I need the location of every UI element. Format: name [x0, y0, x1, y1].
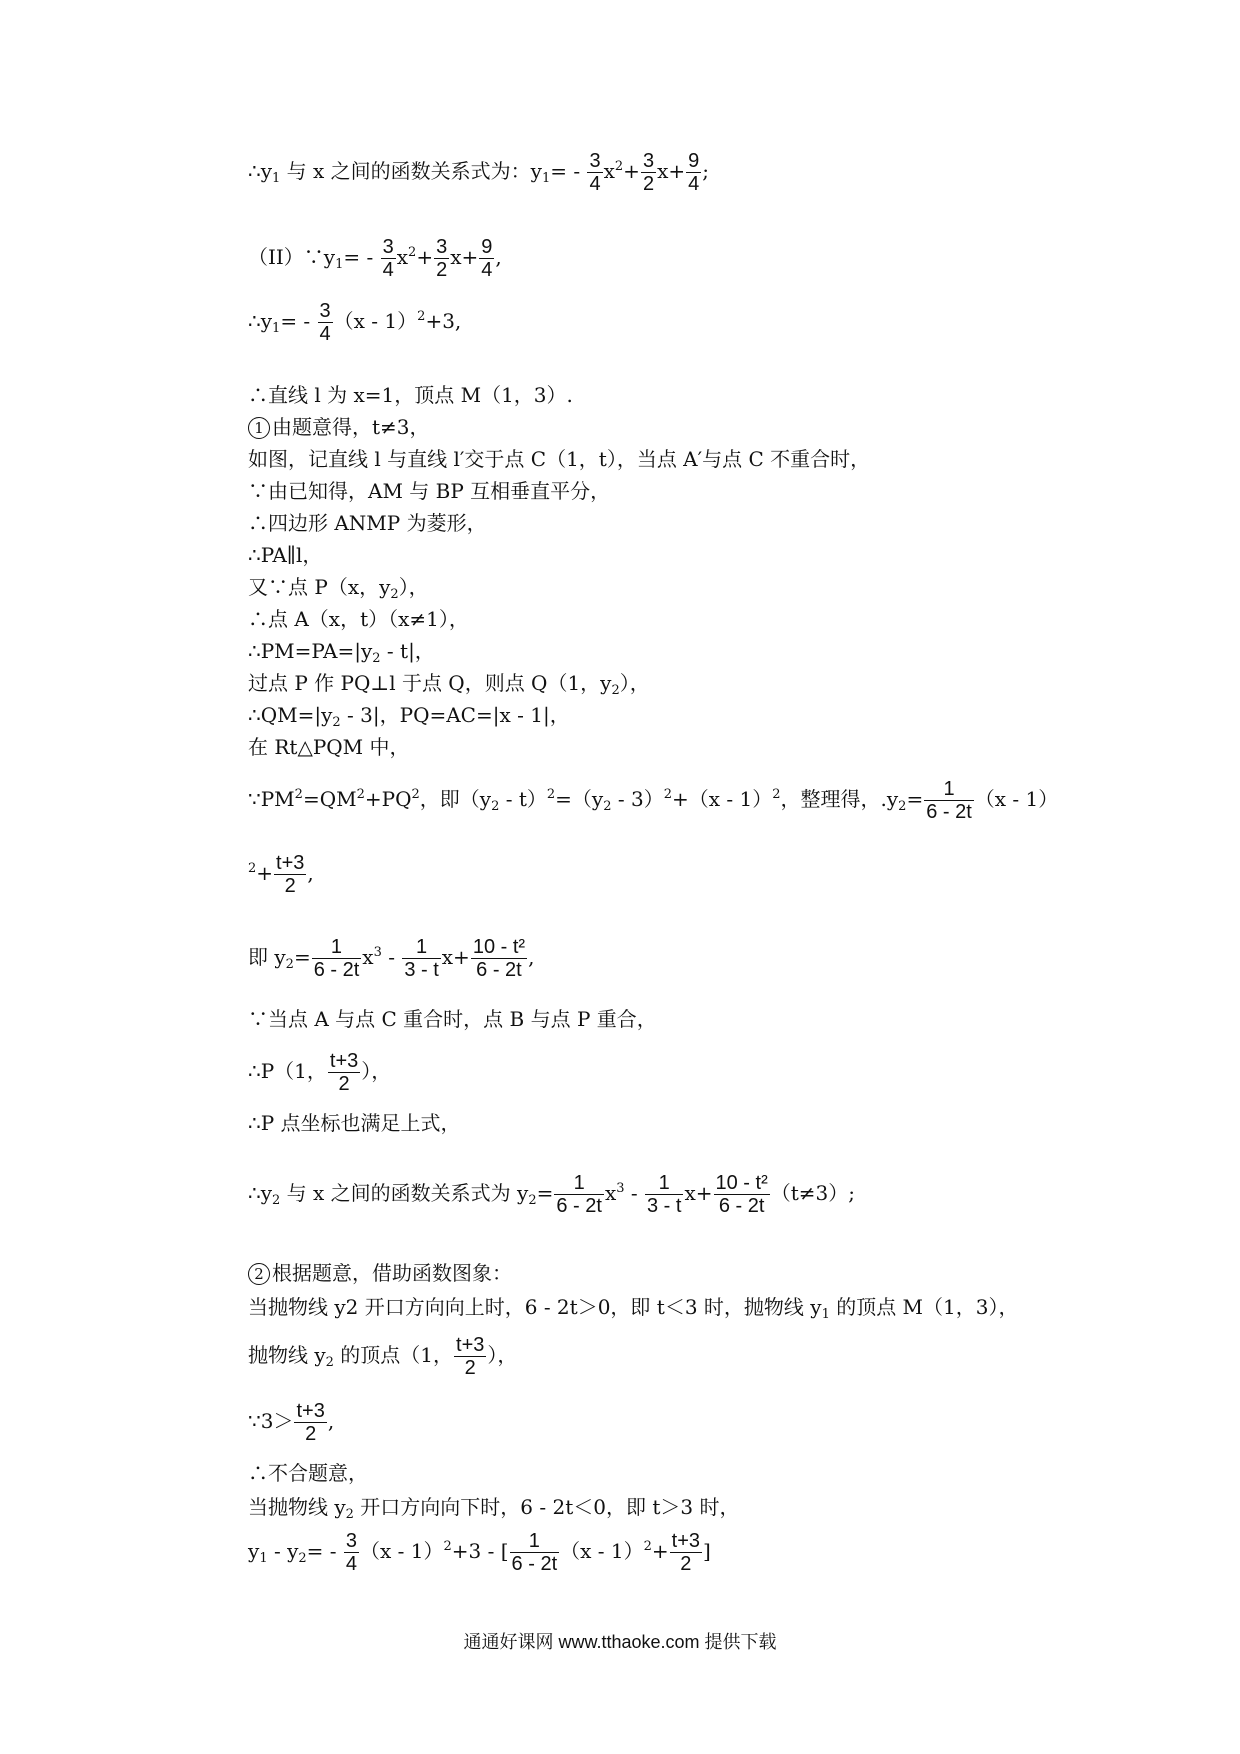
fraction: $\frac{1}{6 - 2t}$ [511, 1530, 558, 1575]
fraction: $\frac{9}{4}$ [481, 236, 493, 281]
fraction: $\frac{1}{3 - t}$ [647, 1172, 682, 1217]
fraction: $\frac{t+3}{2}$ [276, 852, 305, 897]
fraction: $\frac{3}{2}$ [436, 236, 448, 281]
circled-number: 2 [248, 1263, 270, 1285]
fraction: $\frac{1}{3 - t}$ [404, 936, 439, 981]
line-15: 在 Rt△PQM 中， [248, 735, 410, 759]
line-12: $\therefore PM=PA=|y_2 - t|$， [248, 639, 435, 666]
line-9: ∴PA∥l， [248, 543, 323, 567]
fraction: $\frac{1}{6 - 2t}$ [313, 936, 360, 981]
line-13: 过点 P 作 PQ⊥l 于点 Q，则点 Q（1，$y_2$）， [248, 671, 650, 698]
fraction: $\frac{\text{10 - t²}}{6 - 2t}$ [472, 936, 526, 981]
fraction: $\frac{3}{4}$ [382, 236, 394, 281]
line-2: $(II)\because y_1=$ - $\frac{3}{4}$ $x^2+$ $\frac{3}{2}$ x+ $\frac{9}{4}$ , [248, 236, 502, 281]
fraction: $\frac{1}{6 - 2t}$ [926, 778, 972, 823]
line-8: ∴四边形 ANMP 为菱形， [248, 511, 487, 535]
line-6: 如图，记直线 l 与直线 l′交于点 C（1，t），当点 A′与点 C 不重合时， [248, 447, 871, 471]
line-28: 当抛物线 $y_2$ 开口方向向下时，6 - 2t＜0，即 t＞3 时， [248, 1495, 740, 1522]
fraction: $\frac{9}{4}$ [688, 150, 700, 195]
line-5: 1 由题意得，t≠3， [248, 414, 430, 440]
line-4: ∴直线 l 为 x=1，顶点 M（1，3）. [248, 383, 573, 407]
line-10: 又∵点 P（x，$y_2$）， [248, 575, 429, 602]
fraction: $\frac{t+3}{2}$ [329, 1050, 359, 1095]
circled-number: 1 [248, 417, 270, 439]
line-21: ∴P 点坐标也满足上式， [248, 1111, 461, 1135]
line-24: 当抛物线 y2 开口方向向上时，6 - 2t＞0，即 t＜3 时，抛物线 $y_1$ 的顶点 M（1，3）， [248, 1295, 1019, 1322]
line-29: $y_1 - y_2=$ - $\frac{3}{4}$ （x - 1）$^2$+3 - [ $\frac{1}{6 - 2t}$ （x - 1）$^2$+ $\frac{t+3}{2}$ ] [248, 1530, 711, 1575]
fraction: $\frac{3}{4}$ [345, 1530, 358, 1575]
line-26: ∵3＞ $\frac{t+3}{2}$ , [248, 1400, 335, 1445]
line-16: $\because PM^2=QM^2+PQ^2$，即$(y_2 - t)^2=(y_2 - 3)^2+(x - 1)^2$，整理得，$.y_2=$ $\frac{1}{6 - 2t}$ （x - 1） [248, 778, 1059, 823]
line-23: 2 根据题意，借助函数图象： [248, 1260, 512, 1286]
line-20: ∴P（1， $\frac{t+3}{2}$ ）， [248, 1050, 392, 1095]
fraction: $\frac{1}{6 - 2t}$ [556, 1172, 602, 1217]
line-19: ∵当点 A 与点 C 重合时，点 B 与点 P 重合， [248, 1007, 657, 1031]
line-22: $\therefore y_2$ 与 x 之间的函数关系式为 $y_2=$ $\frac{1}{6 - 2t}$ $x^3$ - $\frac{1}{3 - t}$ x+ $\frac{\text{10 - t²}}{6 - 2t}$ （t≠3）; [248, 1172, 856, 1217]
fraction: $\frac{\text{10 - t²}}{6 - 2t}$ [715, 1172, 768, 1217]
line-18: 即 $y_2=$ $\frac{1}{6 - 2t}$ $x^3$ - $\frac{1}{3 - t}$ x+ $\frac{\text{10 - t²}}{6 - 2t}$ , [248, 936, 535, 981]
line-7: ∵由已知得，AM 与 BP 互相垂直平分， [248, 479, 611, 503]
line-17: $^2$+ $\frac{t+3}{2}$ , [248, 852, 314, 897]
line-1: $\therefore y_1$ 与 x 之间的函数关系式为：$y_1=$ - $\frac{3}{4}$ $x^2+$ $\frac{3}{2}$ x+ $\frac{9}{4}$ ; [248, 150, 709, 195]
line-14: $\therefore QM=|y_2 - 3|$，PQ=AC=|x - 1|， [248, 703, 570, 730]
fraction: $\frac{t+3}{2}$ [671, 1530, 701, 1575]
fraction: $\frac{t+3}{2}$ [296, 1400, 325, 1445]
fraction: $\frac{3}{4}$ [589, 150, 601, 195]
fraction: $\frac{3}{4}$ [319, 300, 331, 345]
line-3: $\therefore y_1=$ - $\frac{3}{4}$ （x - 1）$^2$+3, [248, 300, 462, 345]
fraction: $\frac{3}{2}$ [642, 150, 655, 195]
line-11: ∴点 A（x，t）（x≠1）， [248, 607, 469, 631]
page-footer: 通通好课网 www.tthaoke.com 提供下载 [463, 1632, 777, 1652]
line-25: 抛物线 $y_2$ 的顶点（1， $\frac{t+3}{2}$ ）， [248, 1334, 518, 1379]
fraction: $\frac{t+3}{2}$ [456, 1334, 485, 1379]
line-27: ∴不合题意， [248, 1461, 368, 1485]
